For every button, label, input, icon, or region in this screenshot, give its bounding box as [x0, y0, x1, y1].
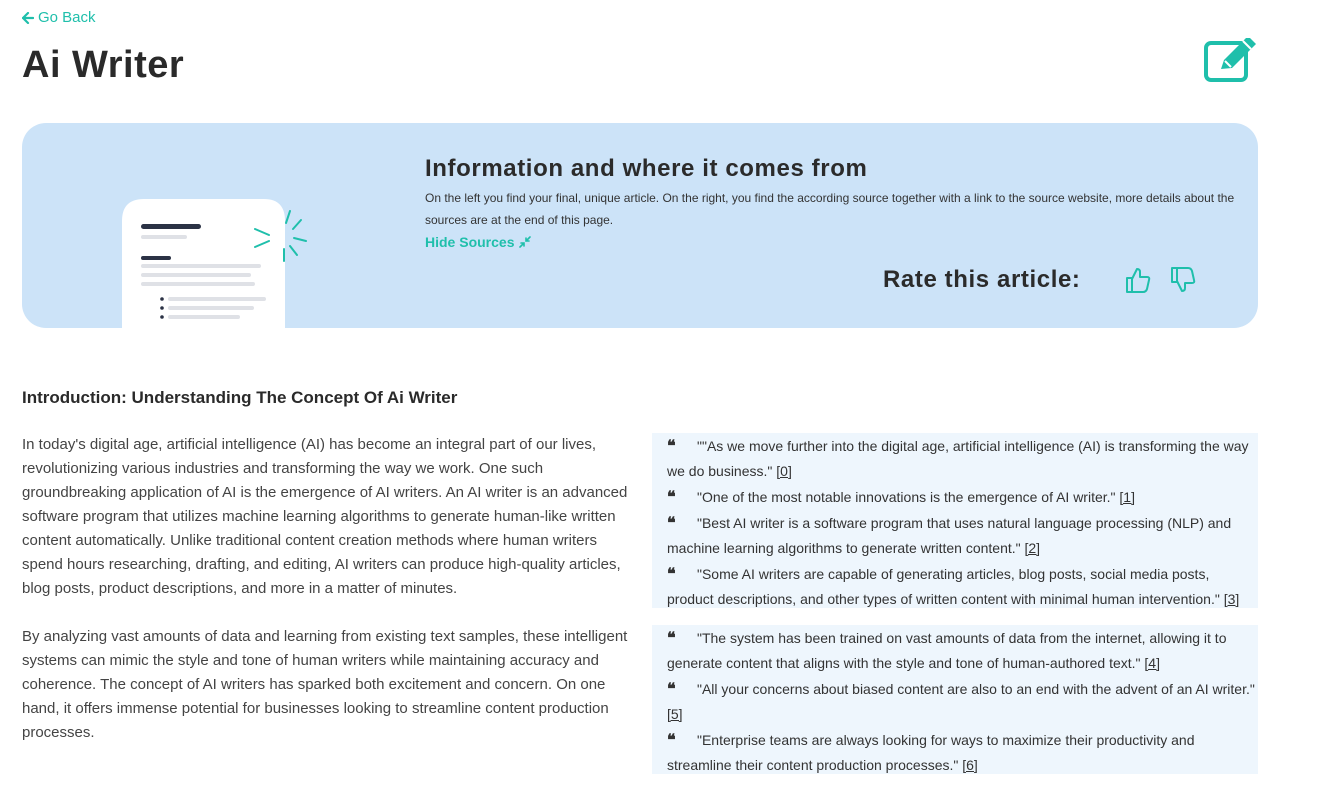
quote-icon: ❝ [667, 487, 676, 506]
banner-title: Information and where it comes from [425, 155, 868, 182]
rate-article-label: Rate this article: [883, 266, 1081, 293]
source-ref-link[interactable]: [6] [962, 757, 978, 773]
source-ref-link[interactable]: [1] [1119, 489, 1135, 505]
source-quote: ❝ "One of the most notable innovations is the emergence of AI writer." [1] [667, 484, 1258, 510]
article-paragraph: In today's digital age, artificial intelligence (AI) has become an integral part of our lives, revolutionizing various industries and transforming the way we work. One such groundbreaking application of AI is the emergence of AI writers. An AI writer is an advanced software program that utilizes machine learning algorithms to generate human-like written content automatically. Unlike traditional content creation methods where human writers spend hours researching, drafting, and editing, AI writers can produce high-quality articles, blog posts, product descriptions, and more in a matter of minutes. [22, 436, 628, 597]
source-ref-link[interactable]: [2] [1024, 540, 1041, 556]
source-quote: ❝ ""As we move further into the digital age, artificial intelligence (AI) is transforming the way we do business." [0] [667, 433, 1258, 484]
source-quotes-box [652, 433, 1258, 608]
quote-icon: ❝ [667, 730, 676, 749]
compress-icon [519, 236, 531, 248]
section-heading: Introduction: Understanding The Concept Of Ai Writer [22, 388, 458, 407]
source-quote: ❝ "Some AI writers are capable of generating articles, blog posts, social media posts, product descriptions, and other types of written content with minimal human intervention." [3] [667, 561, 1258, 612]
quote-icon: ❝ [667, 436, 676, 455]
source-quote: ❝ "Enterprise teams are always looking for ways to maximize their productivity and streamline their content production processes." [6] [667, 727, 1258, 778]
hide-sources-button[interactable] [425, 234, 531, 250]
article-paragraph: By analyzing vast amounts of data and learning from existing text samples, these intelligent systems can mimic the style and tone of human writers while maintaining accuracy and coherence. The concept of AI writers has sparked both excitement and concern. On one hand, it offers immense potential for businesses looking to streamline content production processes. [22, 628, 628, 741]
source-ref-link[interactable]: [5] [667, 706, 683, 722]
source-quote: ❝ "All your concerns about biased content are also to an end with the advent of an AI writer." [5] [667, 676, 1258, 727]
info-banner [22, 123, 1258, 328]
thumbs-down-icon[interactable] [1170, 266, 1196, 294]
page-title: Ai Writer [22, 44, 185, 86]
source-ref-link[interactable]: [0] [776, 463, 792, 479]
source-ref-link[interactable]: [3] [1223, 591, 1240, 607]
edit-pencil-icon[interactable] [1203, 38, 1259, 84]
quote-icon: ❝ [667, 628, 676, 647]
arrow-left-icon [22, 12, 34, 24]
quote-icon: ❝ [667, 513, 676, 532]
hide-sources-label: Hide Sources [425, 234, 515, 250]
quote-icon: ❝ [667, 564, 676, 583]
quote-icon: ❝ [667, 679, 676, 698]
document-illustration [122, 199, 312, 328]
source-quote: ❝ "Best AI writer is a software program that uses natural language processing (NLP) and machine learning algorithms to generate written content." [2] [667, 510, 1258, 561]
source-ref-link[interactable]: [4] [1144, 655, 1160, 671]
go-back-link[interactable] [22, 9, 96, 26]
banner-description: On the left you find your final, unique article. On the right, you find the according source together with a link to the source website, more details about the sources are at the end of this page. [425, 191, 1235, 227]
source-quote: ❝ "The system has been trained on vast amounts of data from the internet, allowing it to generate content that aligns with the style and tone of human-authored text." [4] [667, 625, 1258, 676]
thumbs-up-icon[interactable] [1125, 266, 1151, 294]
go-back-label: Go Back [38, 9, 96, 26]
source-quotes-box [652, 625, 1258, 774]
